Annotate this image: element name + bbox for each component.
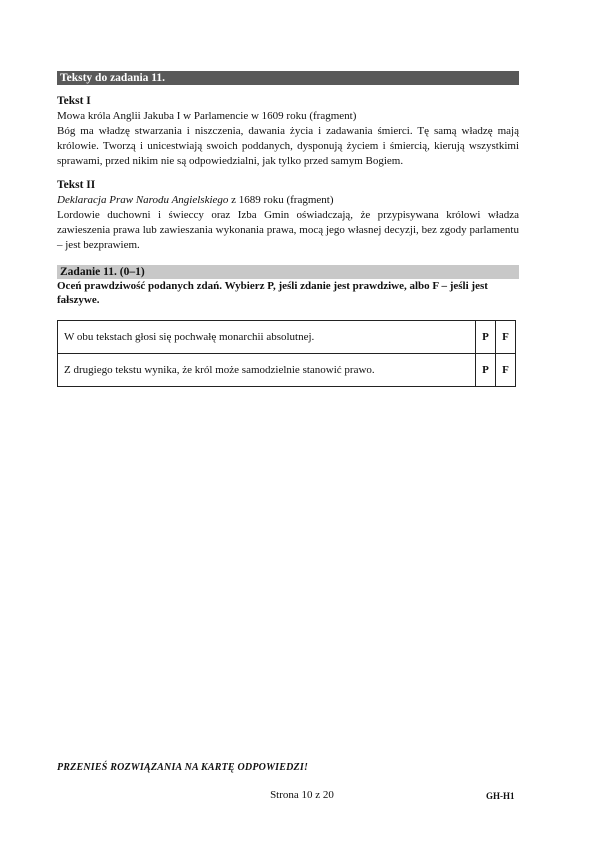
text-1 (57, 94, 519, 169)
transfer-note: PRZENIEŚ ROZWIĄZANIA NA KARTĘ ODPOWIEDZI! (57, 762, 309, 773)
text-2-body: Lordowie duchowni i świeccy oraz Izba Gmin oświadczają, że przypisywana królowi władza zawieszenia prawa lub zawieszania wykonania prawa, mocą jego własnej decyzji, bez zgody parlamentu – jest bezprawiem. (57, 209, 519, 251)
exam-code: GH-H1 (486, 791, 515, 801)
text-2-subtitle-rest: z 1689 roku (fragment) (228, 194, 334, 206)
task-title: Zadanie 11. (0–1) (57, 265, 519, 279)
text-2-heading: Tekst II (57, 179, 96, 191)
text-2-subtitle-italic: Deklaracja Praw Narodu Angielskiego (57, 194, 229, 206)
page-number: Strona 10 z 20 (270, 789, 334, 801)
option-p[interactable]: P (476, 321, 496, 354)
text-1-subtitle: Mowa króla Anglii Jakuba I w Parlamencie w 1609 roku (fragment) (57, 110, 357, 122)
text-2 (57, 178, 519, 253)
text-1-body: Bóg ma władzę stwarzania i niszczenia, dawania życia i zadawania śmierci. Tę samą władzę mają królowie. Tworzą i unicestwiają swoich poddanych, dysponują życiem i śmiercią, kierują wszystkimi sprawami, przed nikim nie są odpowiedzialni, jak tylko przed samym Bogiem. (57, 125, 519, 167)
option-p[interactable]: P (476, 354, 496, 387)
statement-cell: W obu tekstach głosi się pochwałę monarchii absolutnej. (58, 321, 476, 354)
option-f[interactable]: F (496, 321, 516, 354)
text-2-subtitle (57, 193, 519, 208)
table-row (58, 354, 516, 387)
statement-cell: Z drugiego tekstu wynika, że król może samodzielnie stanowić prawo. (58, 354, 476, 387)
answer-table (57, 320, 516, 387)
task-instruction: Oceń prawdziwość podanych zdań. Wybierz P, jeśli zdanie jest prawdziwe, albo F – jeśli jest fałszywe. (57, 280, 488, 306)
text-1-heading: Tekst I (57, 95, 91, 107)
table-row (58, 321, 516, 354)
option-f[interactable]: F (496, 354, 516, 387)
section-header: Teksty do zadania 11. (57, 71, 519, 85)
